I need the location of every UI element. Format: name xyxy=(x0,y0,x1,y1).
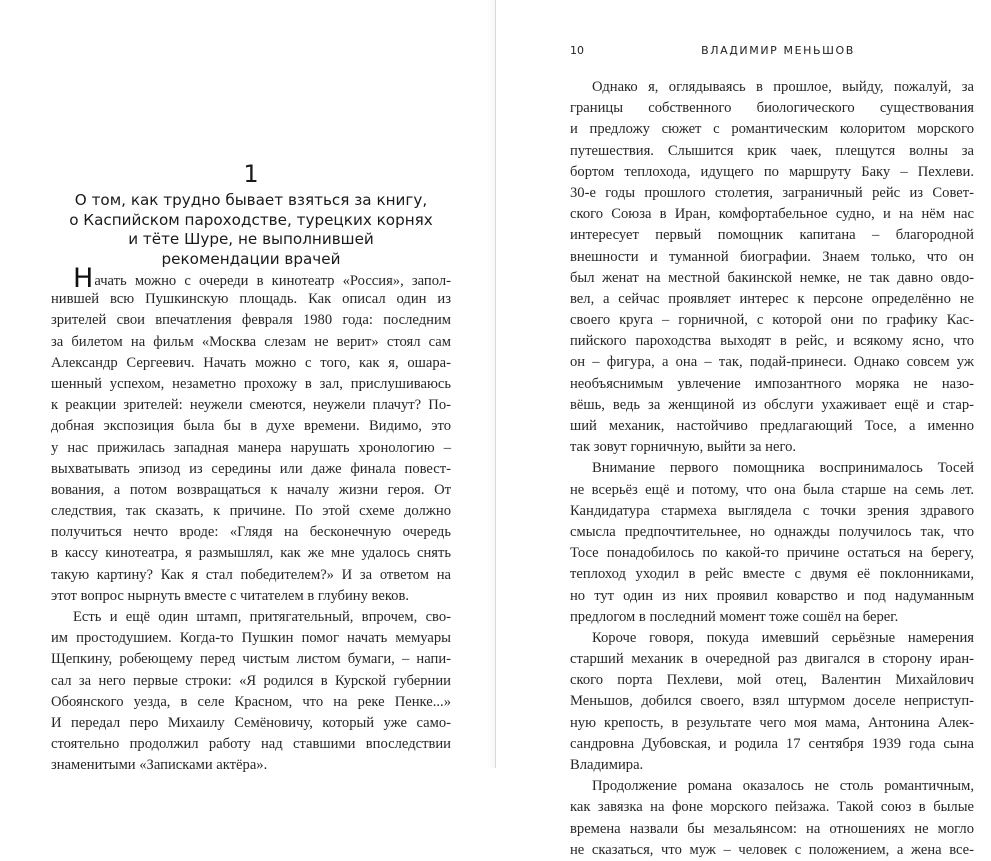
paragraph xyxy=(570,628,974,776)
chapter-title-line: рекомендации врачей xyxy=(161,249,341,268)
text-line: предлогом в последний момент тоже сошёл на берег. xyxy=(570,608,899,625)
left-body-text xyxy=(51,263,451,777)
text-line: смысла предпочтительнее, но однажды получилось так, что xyxy=(570,523,974,540)
text-line: следствия, так сказать, к причине. По этой схеме должно xyxy=(51,503,451,520)
running-head xyxy=(570,44,974,60)
text-line: не сказаться, что муж – человек с положением, а жена все- xyxy=(570,841,974,858)
text-line: внешности и туманной биографии. Знаем только, что он xyxy=(570,248,974,265)
text-line: был женат на местной бакинской немке, не так давно овдо- xyxy=(570,269,974,286)
drop-cap: Н xyxy=(73,263,94,294)
text-line: теплоход уходил в рейс вместе с двумя её поклонниками, xyxy=(570,566,974,583)
text-line: не всерьёз ещё и потому, что она была старше на семь лет. xyxy=(570,481,974,498)
text-line: знаменитыми «Записками актёра». xyxy=(51,757,268,774)
right-body-text xyxy=(570,77,974,861)
text-line: Владимира. xyxy=(570,757,644,773)
text-line: своего круга – горничной, с которой они по графику Кас- xyxy=(570,312,974,329)
page-gutter-divider xyxy=(495,0,496,768)
text-line: Однако я, оглядываясь в прошлое, выйду, пожалуй, за xyxy=(592,79,974,95)
paragraph xyxy=(570,776,974,861)
right-page xyxy=(570,0,974,858)
text-line: Кандидатура стармеха выглядела с точки зрения здравого xyxy=(570,502,974,519)
text-line: вел, а сейчас проявляет интерес к персоне определённо не xyxy=(570,290,974,307)
text-line: этот вопрос нырнуть вместе с читателем в глубину веков. xyxy=(51,587,410,604)
text-line: шенный успехом, незаметно прохожу в зал, прислушиваюсь xyxy=(51,375,451,392)
text-line: как завязка на фоне морского пейзажа. Такой союз в былые xyxy=(570,799,974,816)
text-line: Щепкину, робеющему перед чистым листом бумаги, – напи- xyxy=(51,651,451,668)
text-line: получиться нечто вроде: «Глядя на бесконечную очередь xyxy=(51,524,451,541)
text-line: Продолжение романа оказалось не столь романтичным, xyxy=(592,778,974,795)
text-line: Александр Сергеевич. Начать можно с того, как я, ошара- xyxy=(51,354,451,371)
text-line: у нас прижилась западная манера нарушать хронологию – xyxy=(51,439,451,456)
gutter-shadow xyxy=(488,0,495,768)
text-line: ную крепость, в результате чего моя мама, Антонина Алек- xyxy=(570,714,974,731)
text-line: зрителей свои впечатления февраля 1980 года: последним xyxy=(51,312,451,329)
text-line: вования, а потом возвращаться к началу жизни героя. От xyxy=(51,481,451,498)
text-line: Обоянского уезда, в селе Красном, что на реке Пенке...» xyxy=(51,693,451,710)
running-head-author: ВЛАДИМИР МЕНЬШОВ xyxy=(701,44,855,57)
paragraph xyxy=(51,289,451,607)
text-line: добная экспозиция была бы в духе времени. Видимо, это xyxy=(51,418,451,435)
text-line: сандровна Дубовская, и родила 17 сентября 1939 года сына xyxy=(570,735,974,752)
text-line: вёшь, ведь за женщиной из обслуги ухаживает ещё и стар- xyxy=(570,396,974,413)
text-line: времена назвали бы мезальянсом: на отношениях не могло xyxy=(570,820,974,837)
text-line: так зовут горничную, выйти за него. xyxy=(570,439,797,456)
text-line: стоятельно продолжил работу над ставшими впоследствии xyxy=(51,736,451,753)
chapter-title-line: о Каспийском пароходстве, турецких корнях xyxy=(69,210,433,229)
chapter-number: 1 xyxy=(243,160,259,188)
text-line: Внимание первого помощника воспринималось Тосей xyxy=(592,460,974,477)
text-line: Тосе понадобилось по какой-то причине остаться на берегу, xyxy=(570,545,974,562)
text-line: Короче говоря, покуда имевший серьёзные намерения xyxy=(592,629,974,646)
text-line: но тут один из них проявил коварство и под надуманным xyxy=(570,587,974,604)
text-line xyxy=(51,263,451,294)
text-line: и предложу сюжет с романтическим колоритом морского xyxy=(570,121,974,138)
text-line: необъяснимым увлечение импозантного моряка не назо- xyxy=(570,375,974,392)
text-line: Меньшов, добился своего, взял штурмом доселе неприступ- xyxy=(570,693,974,710)
chapter-title-line: и тёте Шуре, не выполнившей xyxy=(128,230,374,248)
text-line: 30-е годы прошлого столетия, заграничный рейс из Совет- xyxy=(570,184,974,201)
paragraph xyxy=(570,77,974,458)
text-line: он – фигура, а она – так, подай-принеси. Однако совсем уж xyxy=(570,354,974,371)
text-line: сал за него первые строки: «Я родился в Курской губернии xyxy=(51,672,451,689)
text-line: старший механик в очередной раз двигался в сторону иран- xyxy=(570,651,974,668)
text-line: им простодушием. Когда-то Пушкин помог начать мемуары xyxy=(51,630,451,647)
text-line: к реакции зрителей: неужели смеются, неужели плачут? По- xyxy=(51,397,451,414)
text-line: нившей всю Пушкинскую площадь. Как описал один из xyxy=(51,291,451,308)
text-line: за билетом на фильм «Москва слезам не верит» стоял сам xyxy=(51,333,451,350)
paragraph xyxy=(51,607,451,777)
chapter-title xyxy=(41,191,461,269)
text-line: Есть и ещё один штамп, притягательный, впрочем, сво- xyxy=(73,609,451,625)
page-number: 10 xyxy=(570,44,584,57)
chapter-title-line: О том, как трудно бывает взяться за книгу, xyxy=(74,191,428,209)
text-line: границы собственного биологического существования xyxy=(570,100,974,117)
text-line: ского Союза в Иран, комфортабельное судно, и на нём нас xyxy=(570,206,974,223)
text-line: И передал перо Михаилу Семёновичу, который уже само- xyxy=(51,714,451,731)
first-line-text: ачать можно с очереди в кинотеатр «Россия», запол- xyxy=(94,273,451,289)
text-line: выхватывать эпизод из середины или даже финала повест- xyxy=(51,460,451,477)
text-line: в кассу кинотеатра, я размышлял, как же мне удалось снять xyxy=(51,545,451,562)
text-line: путешествия. Слышится крик чаек, плещутся волны за xyxy=(570,142,974,159)
left-page xyxy=(51,0,451,774)
text-line: ший механик, настойчиво предлагающий Тосе, а именно xyxy=(570,418,974,434)
text-line: ского порта Пехлеви, мой отец, Валентин Михайлович xyxy=(570,672,974,689)
paragraph xyxy=(570,458,974,628)
text-line: такую картину? Как я стал победителем?» И за ответом на xyxy=(51,566,451,583)
text-line: бортом теплохода, идущего по маршруту Баку – Пехлеви. xyxy=(570,163,974,180)
text-line: интересует первый помощник капитана – благородной xyxy=(570,227,974,244)
text-line: пийского пароходства выходят в рейс, и всякому ясно, что xyxy=(570,333,974,350)
